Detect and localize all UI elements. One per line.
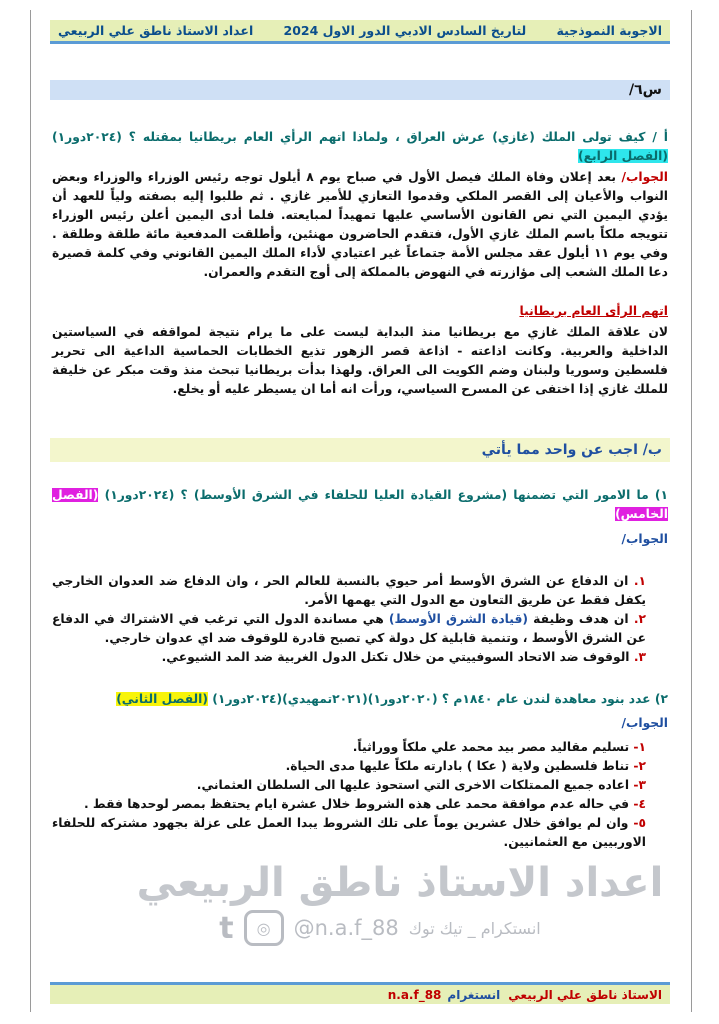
question-number: س٦/ <box>629 82 662 98</box>
question-number-bar <box>50 80 670 100</box>
part-a-question-text: أ / كيف تولى الملك (غازي) عرش العراق ، ولماذا اتهم الرأي العام بريطانيا بمقتله ؟ (٢٠٢٤دور١) <box>52 130 668 144</box>
footer-instagram-label: انستغرام <box>447 987 501 1002</box>
q1-chapter-tag: (الفصل الخامس) <box>52 488 668 521</box>
part-a-question <box>52 128 668 166</box>
q1-answer-list <box>52 572 668 667</box>
accused-heading <box>52 302 668 321</box>
list-item: ٣- اعاده جميع الممتلكات الاخرى التي استحوذ عليها الى السلطان العثماني. <box>196 778 646 792</box>
list-item: ٤- في حاله عدم موافقة محمد على هذه الشروط خلال عشرة ايام يحتفظ بمصر لوحدها فقط . <box>83 797 646 811</box>
part-b-bar <box>50 438 670 462</box>
part-a-answer-text: بعد إعلان وفاة الملك فيصل الأول في صباح يوم ٨ أيلول توجه رئيس الوزراء والوزراء وبعض النواب والأعيان إلى القصر الملكي وقدموا التعازي للأمير غازي . ثم طلبوا إليه بصفته ولياً للعهد أن يؤدي اليمين التي نص القانون الأساسي عليها تمهيداً لمبايعته. فلما أدى اليمين أعلن رئيس الوزراء تتويجه ملكاً باسم الملك غازي الأول، فتقدم الحاضرون مهنئين، وأطلقت المدفعية مائة طلقة وطلقة . وفي يوم ١١ أيلول عقد مجلس الأمة جتماعاً غير اعتيادي لأداء الملك اليمين القانوني وفي كلمة قصيرة دعا الملك الشعب إلى مؤازرته في النهوض بالمملكة إلى أوج التقدم والعمران. <box>52 170 668 279</box>
watermark-social <box>120 910 640 946</box>
accused-text: لان علاقة الملك غازي مع بريطانيا منذ البداية ليست على ما يرام نتيجة لمواقفه في السياستين الداخلية والعربية. وكانت اذاعته - اذاعة قصر الزهور تذيع الخطابات الحماسية الداعية الى تحرير فلسطين وسوريا ولبنان وضم الكويت الى العراق. ولهذا بدأت بريطانيا تبحث منذ وقت مبكر عن خليفة للملك غازي إذا اختفى عن المسرح السياسي، ورأت انه أما ان يسيطر عليه أو يخلع. <box>52 325 668 396</box>
instagram-icon: ◎ <box>244 910 284 946</box>
list-item: ٣. الوقوف ضد الاتحاد السوفييتي من خلال تكتل الدول الغربية ضد المد الشيوعي. <box>161 650 646 664</box>
list-item: ٢- تناط فلسطين ولاية ( عكا ) بادارته ملكاً عليها مدى الحياة. <box>285 759 646 773</box>
list-item: ٥- وان لم يوافق خلال عشرين يوماً على تلك الشروط يبدا العمل على عزلة بجهود مشتركه للحلفاء الاوربيين مع العثمانيين. <box>52 816 646 849</box>
list-item: ١- تسليم مقاليد مصر بيد محمد علي ملكاً ووراثياً. <box>352 740 646 754</box>
page-footer <box>50 982 670 1004</box>
page-header <box>50 20 670 44</box>
accused-heading-text: اتهم الرأى العام بريطانيا <box>519 304 668 318</box>
header-title: الاجوبة النموذجية <box>556 23 662 38</box>
watermark-social-label: انستكرام _ تيك توك <box>408 918 541 938</box>
part-a-chapter-tag: (الفصل الرابع) <box>577 149 668 163</box>
footer-name: الاستاذ ناطق علي الربيعي <box>508 987 662 1002</box>
part-b-title: ب/ اجب عن واحد مما يأتي <box>481 442 662 458</box>
tumblr-icon: t <box>219 910 234 946</box>
header-subject: لتاريخ السادس الادبي الدور الاول 2024 <box>283 23 527 38</box>
answer-label: الجواب/ <box>621 170 668 184</box>
q1-question <box>52 486 668 524</box>
header-author: اعداد الاستاذ ناطق علي الربيعي <box>58 23 254 38</box>
footer-handle: n.a.f_88 <box>387 987 442 1002</box>
list-item: ١. ان الدفاع عن الشرق الأوسط أمر حيوي بالنسبة للعالم الحر ، وان الدفاع ضد العدوان الخارجي يكفل فقط عن طريق التعاون مع الدول التي يهمها الأمر. <box>52 574 647 607</box>
part-a-answer <box>52 168 668 282</box>
watermark-handle: @n.a.f_88 <box>293 916 399 940</box>
q1-answer-label: الجواب/ <box>621 532 668 546</box>
q2-answer-list <box>52 738 668 852</box>
q2-chapter-tag: (الفصل الثاني) <box>116 692 209 706</box>
q1-question-text: ١) ما الامور التي تضمنها (مشروع القيادة العليا للحلفاء في الشرق الأوسط) ؟ (٢٠٢٤دور١) <box>104 488 669 502</box>
list-item: ٢. ان هدف وظيفة (قيادة الشرق الأوسط) هي مساندة الدول التي ترغب في الاشتراك في الدفاع عن الشرق الأوسط ، وتنمية قابلية كل دولة كي تصبح قادرة للوقوف ضد اي عدوان خارجي. <box>52 612 646 645</box>
q2-question <box>52 690 668 709</box>
q2-question-text: ٢) عدد بنود معاهدة لندن عام ١٨٤٠م ؟ (٢٠٢٠دور١)(٢٠٢١تمهيدي)(٢٠٢٤دور١) <box>212 692 668 706</box>
watermark-name: اعداد الاستاذ ناطق الربيعي <box>136 860 664 906</box>
q2-answer-label: الجواب/ <box>621 716 668 730</box>
